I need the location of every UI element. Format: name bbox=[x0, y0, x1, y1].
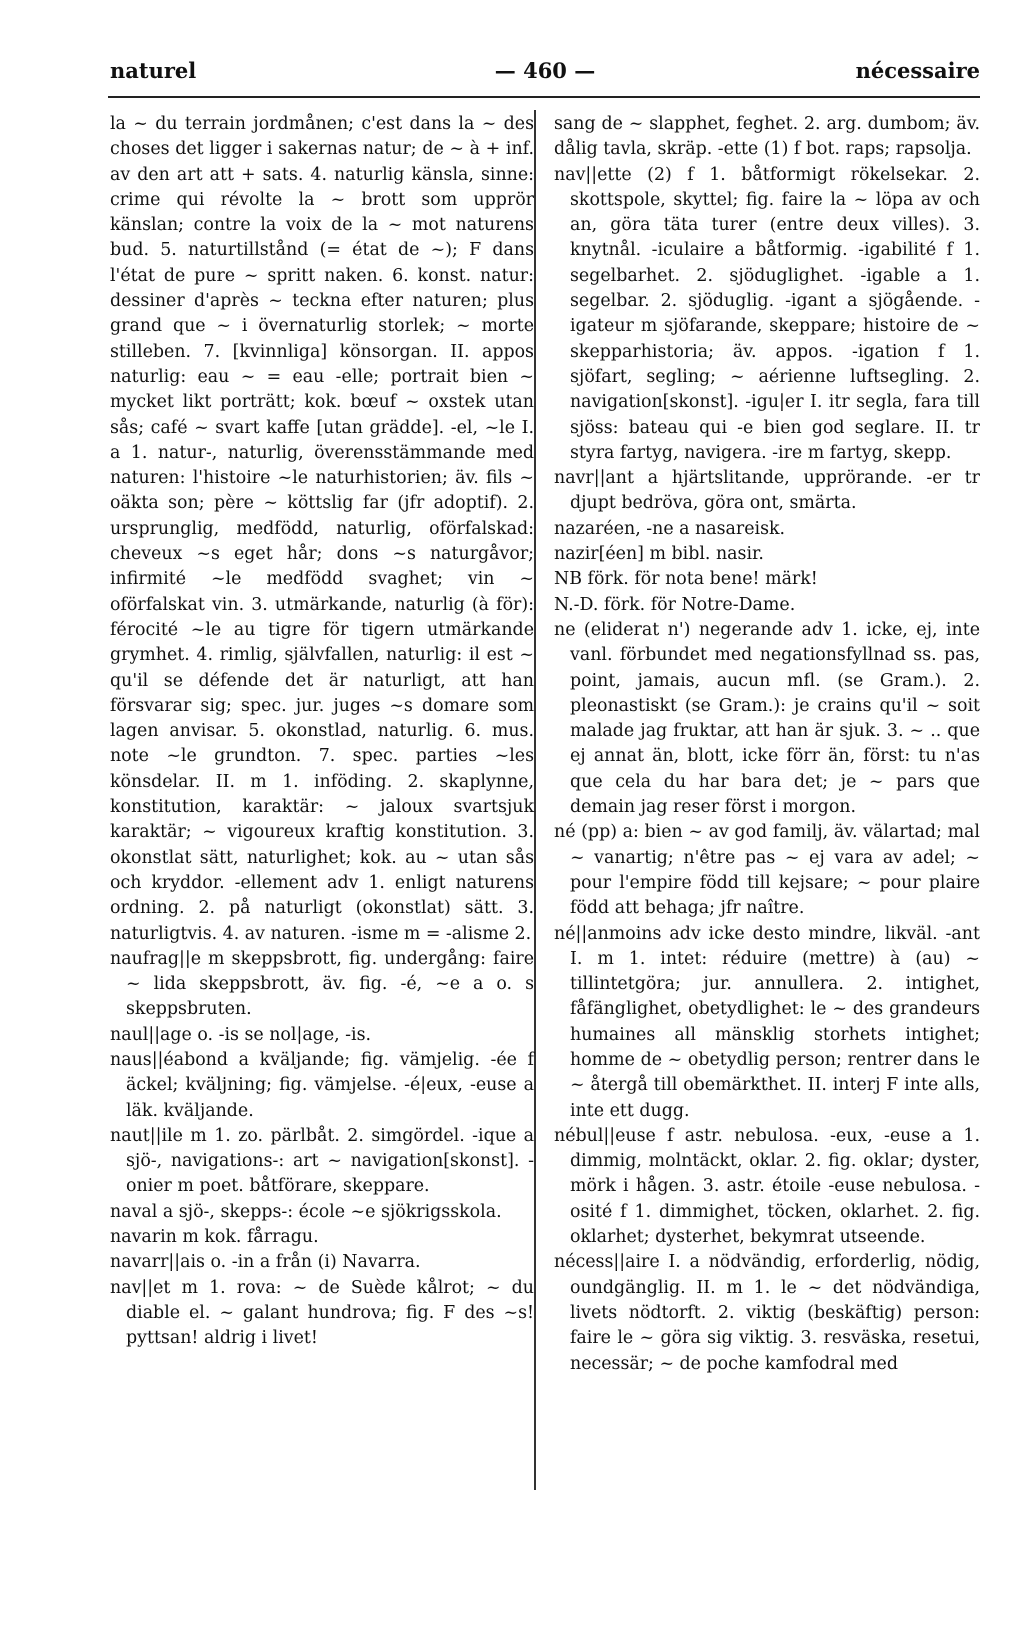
entry-neanmoins: né||anmoins adv icke desto mindre, likväl. -ant I. m 1. intet: réduire (mettre) à (au) ~ tillintetgöra; jur. annullera. 2. intighet, fåfänglighet, obetydlighet: le ~ des grandeurs humaines all mänsklig storhets intighet; homme de ~ obetydlig person; rentrer dans le ~ återgå till obemärkthet. II. interj F inte alls, inte ett dugg. bbox=[554, 923, 980, 1121]
entry-nebuleuse: nébul||euse f astr. nebulosa. -eux, -euse a 1. dimmig, molntäckt, oklar. 2. fig. oklar; dyster, mörk i hågen. 3. astr. étoile -euse nebulosa. -osité f 1. dimmighet, töcken, oklarhet. 2. fig. oklarhet; dysterhet, bekymrat utseende. bbox=[554, 1125, 980, 1248]
entry-nazir: nazir[éen] m bibl. nasir. bbox=[554, 544, 764, 565]
entry-navet: nav||et m 1. rova: ~ de Suède kålrot; ~ du diable el. ~ galant hundrova; fig. F des ~s! pyttsan! aldrig i livet! bbox=[110, 1277, 534, 1349]
entry-nazareen: nazaréen, -ne a nasareisk. bbox=[554, 518, 786, 539]
page-header bbox=[110, 58, 980, 88]
entry-navarrais: navarr||ais o. -in a från (i) Navarra. bbox=[110, 1252, 421, 1273]
entry-navarin: navarin m kok. fårragu. bbox=[110, 1227, 319, 1248]
entry-nauseabond: naus||éabond a kväljande; fig. vämjelig. -ée f äckel; kväljning; fig. vämjelse. -é|eux, -euse a läk. kväljande. bbox=[110, 1049, 534, 1121]
entry-naval: naval a sjö-, skepps-: école ~e sjökrigsskola. bbox=[110, 1201, 502, 1222]
page-number: — 460 — bbox=[494, 58, 596, 83]
entry-navrant: navr||ant a hjärtslitande, upprörande. -er tr djupt bedröva, göra ont, smärta. bbox=[554, 468, 980, 514]
entry-naufrage: naufrag||e m skeppsbrott, fig. undergång: faire ~ lida skeppsbrott, äv. fig. -é, ~e a o. s skeppsbruten. bbox=[110, 948, 534, 1020]
running-head-right: nécessaire bbox=[855, 58, 980, 83]
entry-continuation: la ~ du terrain jordmånen; c'est dans la ~ des choses det ligger i sakernas natur; de ~ à + inf. av den art att + sats. 4. naturlig känsla, sinne: crime qui révolte la ~ brott som upprör känslan; contre la voix de la ~ mot naturens bud. 5. naturtillstånd (= état de ~); F dans l'état de pure ~ spritt naken. 6. konst. natur: dessiner d'après ~ teckna efter naturen; plus grand que ~ i övernaturlig storlek; ~ morte stilleben. 7. [kvinnliga] könsorgan. II. appos naturlig: eau ~ = eau -elle; portrait bien ~ mycket likt porträtt; kok. bœuf ~ oxstek utan sås; café ~ svart kaffe [utan grädde]. -el, ~le I. a 1. natur-, naturlig, överensstämmande med naturen: l'histoire ~le naturhistorien; äv. fils ~ oäkta son; père ~ köttslig far (jfr adoptif). 2. ursprunglig, medfödd, naturlig, oförfalskad: cheveux ~s eget hår; dons ~s naturgåvor; infirmité ~le medfödd svaghet; vin ~ oförfalskat vin. 3. utmärkande, naturlig (à för): férocité ~le au tigre för tigern utmärkande grymhet. 4. rimlig, självfallen, naturlig: il est ~ qu'il se défende det är naturligt, att han försvarar sig; spec. jur. juges ~s domare som lagen anvisar. 5. okonstlad, naturlig. 6. mus. note ~le grundton. 7. spec. parties ~les könsdelar. II. m 1. inföding. 2. skaplynne, konstitution, karaktär: ~ jaloux svartsjuk karaktär; ~ vigoureux kraftig konstitution. 3. okonstlat sätt, naturlighet; kok. au ~ utan sås och kryddor. -ellement adv 1. enligt naturens ordning. 2. på naturligt (okonstlat) sätt. 3. naturligtvis. 4. av naturen. -isme m = -alisme 2. bbox=[110, 114, 534, 944]
running-head-left: naturel bbox=[110, 58, 197, 83]
left-column bbox=[110, 112, 534, 1352]
entry-necessaire: nécess||aire I. a nödvändig, erforderlig, nödig, oundgänglig. II. m 1. le ~ det nödvändiga, livets nödtorft. 2. viktig (beskäftig) person: faire le ~ göra sig viktig. 3. resväska, resetui, necessär; ~ de poche kamfodral med bbox=[554, 1252, 980, 1374]
right-column bbox=[554, 112, 980, 1377]
entry-ne: ne (eliderat n') negerande adv 1. icke, ej, inte vanl. förbundet med negationsfyllnad ss. pas, point, jamais, aucun mfl. (se Gram.). 2. pleonastiskt (se Gram.): je crains qu'il ~ soit malade jag fruktar, att han är sjuk. 3. ~ .. que ej annat än, blott, icke förr än, först: tu n'as que cela du har bara det; je ~ pars que demain jag reser först i morgon. bbox=[554, 619, 980, 818]
entry-naulage: naul||age o. -is se nol|age, -is. bbox=[110, 1024, 372, 1045]
entry-navette: nav||ette (2) f 1. båtformigt rökelsekar. 2. skottspole, skyttel; fig. faire la ~ löpa av och an, göra täta turer (entre deux villes). 3. knytnål. -iculaire a båtformig. -igabilité f 1. segelbarhet. 2. sjöduglighet. -igable a 1. segelbar. 2. sjöduglig. -igant a sjögående. -igateur m sjöfarande, skeppare; histoire de ~ skepparhistoria; äv. appos. -igation f 1. sjöfart, segling; ~ aérienne luftsegling. 2. navigation[skonst]. -igu|er I. itr segla, fara till sjöss: bateau qui -e bien god seglare. II. tr styra fartyg, navigera. -ire m fartyg, skepp. bbox=[554, 164, 980, 463]
entry-continuation: sang de ~ slapphet, feghet. 2. arg. dumbom; äv. dålig tavla, skräp. -ette (1) f bot. raps; rapsolja. bbox=[554, 114, 980, 160]
header-rule bbox=[108, 96, 980, 98]
entry-nautile: naut||ile m 1. zo. pärlbåt. 2. simgördel. -ique a sjö-, navigations-: art ~ navigation[skonst]. -onier m poet. båtförare, skeppare. bbox=[110, 1125, 534, 1197]
entry-ne-pp: né (pp) a: bien ~ av god familj, äv. välartad; mal ~ vanartig; n'être pas ~ ej vara av adel; ~ pour l'empire född till kejsare; ~ pour plaire född att behaga; jfr naître. bbox=[554, 822, 980, 919]
entry-nb: NB förk. för nota bene! märk! bbox=[554, 569, 818, 590]
entry-nd: N.-D. förk. för Notre-Dame. bbox=[554, 594, 796, 615]
column-divider bbox=[534, 110, 536, 1490]
